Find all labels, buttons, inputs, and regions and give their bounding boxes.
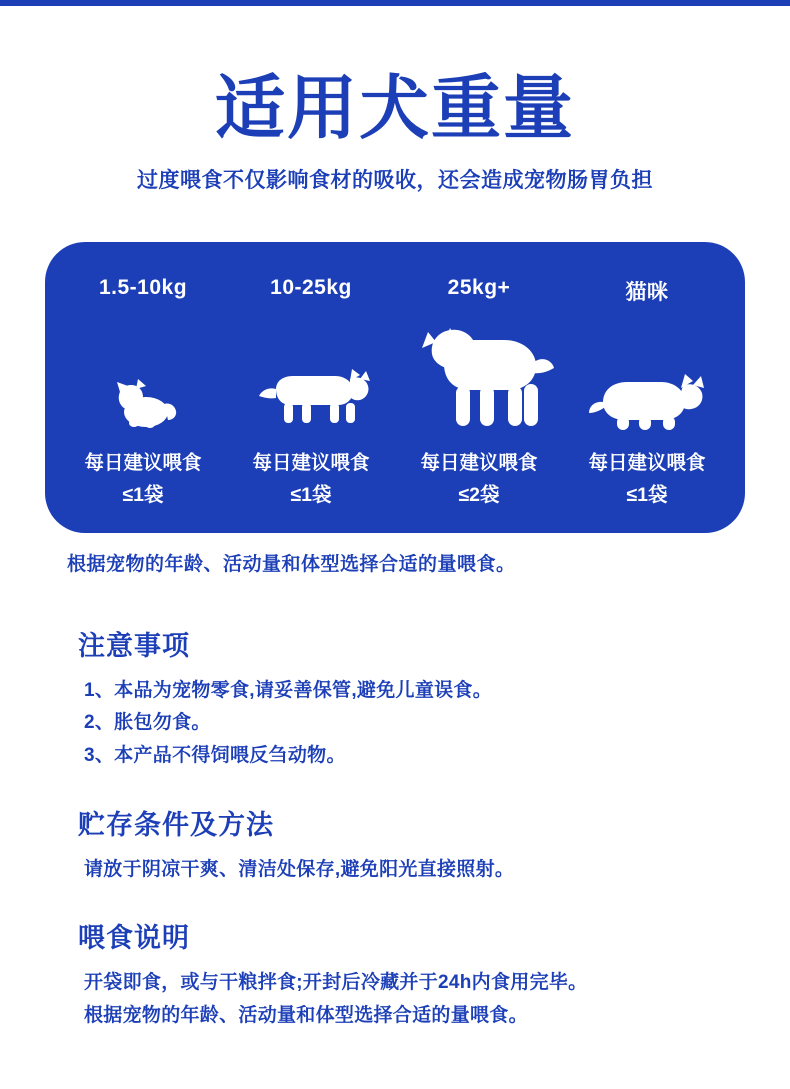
weight-column-large-dog (395, 276, 563, 507)
weight-column-medium-dog (227, 276, 395, 507)
feed-amount: ≤1袋 (122, 483, 164, 506)
page-header (0, 0, 790, 194)
large-dog-icon (404, 314, 554, 434)
section-line: 2、胀包勿食。 (84, 712, 211, 734)
section-line: 根据宠物的年龄、活动量和体型选择合适的量喂食。 (84, 1005, 528, 1027)
panel-note: 根据宠物的年龄、活动量和体型选择合适的量喂食。 (67, 553, 516, 575)
cat-icon (587, 314, 707, 434)
medium-dog-icon (246, 314, 376, 434)
section-title: 喂食说明 (78, 923, 190, 954)
info-sections (0, 624, 790, 1033)
feed-amount: ≤1袋 (290, 483, 332, 506)
section-title: 贮存条件及方法 (78, 809, 274, 840)
feed-label: 每日建议喂食 (252, 451, 370, 474)
section-feeding-instructions (78, 916, 750, 1032)
small-dog-icon (98, 314, 188, 434)
weight-panel (45, 242, 745, 533)
feed-amount: ≤1袋 (626, 483, 668, 506)
section-line: 开袋即食，或与干粮拌食;开封后冷藏并于24h内食用完毕。 (84, 972, 588, 994)
weight-range-label: 猫咪 (625, 280, 669, 304)
weight-range-label: 1.5-10kg (98, 275, 188, 299)
section-line: 1、本品为宠物零食,请妥善保管,避免儿童误食。 (84, 679, 493, 701)
page-subtitle: 过度喂食不仅影响食材的吸收，还会造成宠物肠胃负担 (137, 168, 653, 192)
page-title: 适用犬重量 (215, 69, 575, 147)
section-storage (78, 803, 750, 887)
section-line: 请放于阴凉干爽、清洁处保存,避免阳光直接照射。 (84, 858, 515, 880)
section-line: 3、本产品不得饲喂反刍动物。 (84, 745, 346, 767)
section-precautions (78, 624, 750, 773)
weight-column-cat (563, 276, 731, 507)
weight-range-label: 10-25kg (270, 275, 352, 299)
feed-label: 每日建议喂食 (84, 451, 202, 474)
feed-label: 每日建议喂食 (588, 451, 706, 474)
section-title: 注意事项 (78, 630, 190, 661)
top-edge-strip (0, 0, 790, 6)
feed-amount: ≤2袋 (458, 483, 500, 506)
weight-panel-wrapper (45, 242, 745, 576)
weight-column-small-dog (59, 276, 227, 507)
weight-range-label: 25kg+ (447, 275, 511, 299)
feed-label: 每日建议喂食 (420, 451, 538, 474)
